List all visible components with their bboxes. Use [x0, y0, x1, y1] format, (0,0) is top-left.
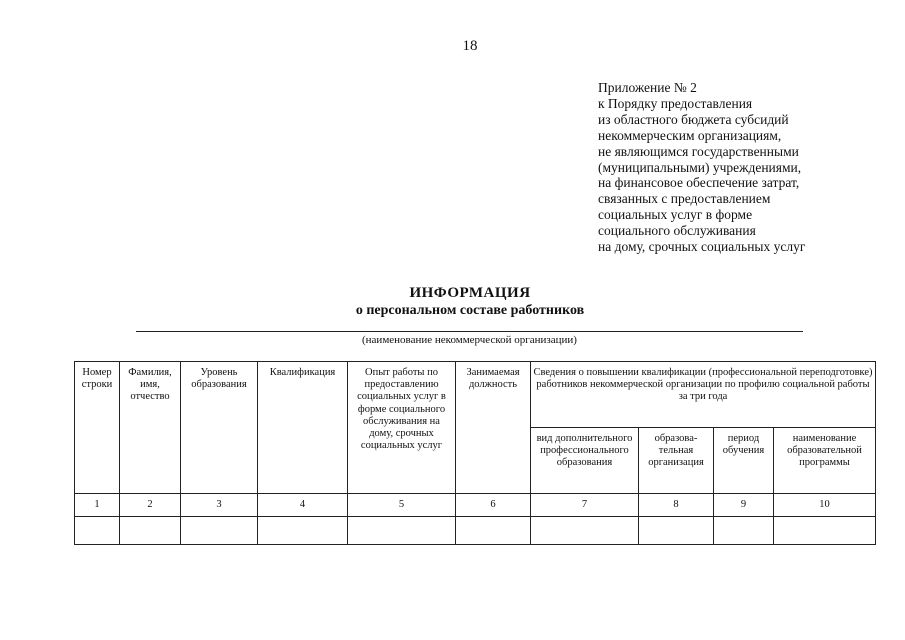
column-number: 10 — [774, 494, 876, 517]
header-cell: вид дополнительного профессионального образования — [531, 428, 639, 494]
empty-cell — [181, 517, 258, 545]
document-title: ИНФОРМАЦИЯ — [409, 285, 531, 301]
header-cell: Квалификация — [258, 362, 348, 494]
empty-data-row — [75, 517, 876, 545]
organization-caption: (наименование некоммерческой организации) — [362, 334, 577, 346]
column-number: 5 — [348, 494, 456, 517]
appendix-line: к Порядку предоставления — [598, 95, 753, 111]
appendix-line: социальных услуг в форме — [598, 207, 753, 223]
column-number-row — [75, 494, 876, 517]
empty-cell — [75, 517, 120, 545]
column-number: 6 — [456, 494, 531, 517]
header-cell: Занимаемая должность — [456, 362, 531, 494]
header-group-cell: Сведения о повышении квалификации (профессиональной переподготовке) работников некоммерческой организации по профилю социальной работы за три года — [531, 362, 876, 428]
header-cell: Номер строки — [75, 362, 120, 494]
header-cell: наименование образовательной программы — [774, 428, 876, 494]
column-number: 9 — [714, 494, 774, 517]
organization-name-line — [136, 331, 803, 332]
column-number: 7 — [531, 494, 639, 517]
column-number: 3 — [181, 494, 258, 517]
empty-cell — [348, 517, 456, 545]
appendix-line: (муниципальными) учреждениями, — [598, 159, 802, 175]
appendix-line: связанных с предоставлением — [598, 191, 771, 207]
appendix-line: на финансовое обеспечение затрат, — [598, 175, 800, 191]
appendix-line: на дому, срочных социальных услуг — [598, 239, 806, 255]
header-cell: период обучения — [714, 428, 774, 494]
column-number: 1 — [75, 494, 120, 517]
document-subtitle: о персональном составе работников — [355, 303, 585, 318]
empty-cell — [531, 517, 639, 545]
appendix-line: не являющимся государственными — [598, 143, 799, 159]
header-cell: Уровень образования — [181, 362, 258, 494]
page-number: 18 — [462, 38, 478, 54]
empty-cell — [774, 517, 876, 545]
empty-cell — [120, 517, 181, 545]
empty-cell — [258, 517, 348, 545]
appendix-line: социального обслуживания — [598, 223, 756, 239]
header-cell: Опыт работы по предоставлению социальных услуг в форме социального обслуживания на дому, срочных социальных услуг — [348, 362, 456, 494]
appendix-header — [598, 80, 898, 255]
column-number: 4 — [258, 494, 348, 517]
column-number: 8 — [639, 494, 714, 517]
empty-cell — [639, 517, 714, 545]
column-number: 2 — [120, 494, 181, 517]
header-cell: Фамилия, имя, отчество — [120, 362, 181, 494]
appendix-line: некоммерческим организациям, — [598, 127, 782, 143]
personnel-table — [74, 361, 876, 545]
appendix-line: Приложение № 2 — [598, 80, 697, 95]
header-cell: образова-тельная организация — [639, 428, 714, 494]
empty-cell — [714, 517, 774, 545]
appendix-line: из областного бюджета субсидий — [598, 111, 789, 127]
empty-cell — [456, 517, 531, 545]
document-title-block — [300, 285, 640, 319]
